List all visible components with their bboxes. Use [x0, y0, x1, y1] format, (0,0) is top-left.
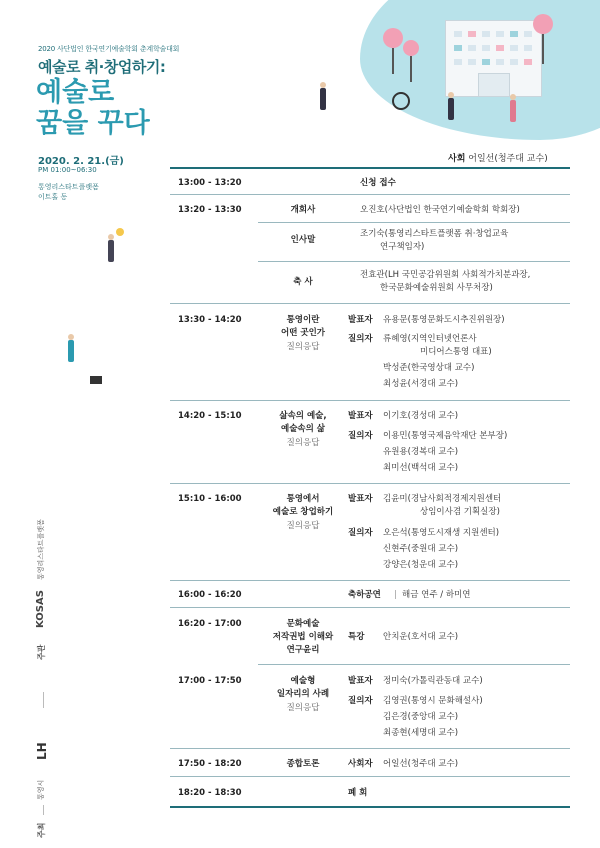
session-cell: 질의응답: [286, 521, 320, 531]
row-divider: [170, 303, 570, 304]
detail-cell: 한국문화예술위원회 사무처장): [380, 283, 493, 293]
time-cell: 13:00 - 13:20: [178, 178, 242, 188]
session-cell: 저작권법 이해와: [272, 632, 334, 642]
discussant: 박성준(한국영상대 교수): [383, 363, 475, 373]
moderator: 사회 어일선(청주대 교수): [448, 154, 548, 164]
side-divider: [43, 805, 44, 815]
discussant: 김은경(중앙대 교수): [383, 712, 459, 722]
kosas-logo: KOSAS: [35, 590, 46, 628]
presenter: 상임이사겸 기획실장): [420, 507, 500, 517]
discussant: 오은석(통영도시재생 지원센터): [383, 528, 500, 538]
host-1: 통영시: [37, 779, 45, 800]
role-label: 질의자: [348, 334, 373, 344]
light-icon: [116, 228, 124, 236]
discussant: 이용민(통영국제음악재단 본부장): [383, 431, 508, 441]
discussant: 최미선(백석대 교수): [383, 463, 459, 473]
session-cell: 축 사: [293, 277, 313, 287]
table-bottom-rule: [170, 806, 570, 808]
detail-cell: 해금 연주 / 하미연: [402, 590, 471, 600]
time-cell: 17:00 - 17:50: [178, 676, 242, 686]
row-divider: [170, 776, 570, 777]
presenter: 김윤미(경남사회적경제지원센터: [383, 494, 502, 504]
session-cell: 통영이란: [286, 315, 320, 325]
session-cell: 인사말: [290, 235, 316, 245]
time-cell: 16:20 - 17:00: [178, 619, 242, 629]
discussant: 최성윤(서경대 교수): [383, 379, 459, 389]
session-cell: 예술속의 삶: [280, 424, 325, 434]
row-divider: [170, 607, 570, 608]
detail-cell: 신청 접수: [360, 178, 396, 188]
session-cell: 질의응답: [286, 342, 320, 352]
row-divider: [258, 261, 570, 262]
tree-icon: [533, 14, 553, 64]
discussant: 신현주(중원대 교수): [383, 544, 459, 554]
event-date: 2020. 2. 21.(금): [38, 156, 124, 167]
session-cell: 어떤 곳인가: [280, 328, 325, 338]
presenter: 안치운(호서대 교수): [383, 632, 459, 642]
discussant: 유원용(경복대 교수): [383, 447, 459, 457]
conference-name: 2020 사단법인 한국연기예술학회 춘계학술대회: [38, 45, 180, 53]
detail-cell: 오진호(사단법인 한국연기예술학회 학회장): [360, 205, 520, 215]
presenter: 이기호(경성대 교수): [383, 411, 459, 421]
row-divider: [258, 664, 570, 665]
role-label: 축하공연: [348, 590, 381, 600]
role-label: 특강: [348, 632, 365, 642]
subtitle: 예술로 취·창업하기:: [38, 58, 166, 76]
row-divider: [170, 748, 570, 749]
lh-logo: LH: [35, 742, 49, 760]
session-cell: 개회사: [290, 205, 316, 215]
time-cell: 13:30 - 14:20: [178, 315, 242, 325]
session-cell: 삶속의 예술,: [279, 411, 327, 421]
detail-cell: 어일선(청주대 교수): [383, 759, 459, 769]
discussant: 최종현(세명대 교수): [383, 728, 459, 738]
session-cell: 연구윤리: [286, 645, 320, 655]
discussant: 김영권(통영시 문화해설사): [383, 696, 483, 706]
title-line-1: 예술로: [36, 77, 115, 108]
row-divider: [170, 400, 570, 401]
role-label: 발표자: [348, 411, 373, 421]
role-label: 발표자: [348, 676, 373, 686]
venue-line-2: 이트홀 동: [38, 193, 68, 201]
side-divider: [43, 692, 44, 708]
divider-bar: |: [394, 590, 397, 600]
time-cell: 16:00 - 16:20: [178, 590, 242, 600]
row-divider: [258, 222, 570, 223]
time-cell: 18:20 - 18:30: [178, 788, 242, 798]
director-chair-icon: [90, 376, 102, 384]
person-figure: [320, 88, 326, 110]
host-label: 주최: [37, 822, 46, 838]
camera-icon: [392, 92, 410, 110]
discussant: 강양은(청운대 교수): [383, 560, 459, 570]
time-cell: 15:10 - 16:00: [178, 494, 242, 504]
role-label: 사회자: [348, 759, 373, 769]
person-figure: [448, 98, 454, 120]
partner-logo: 통영리스타트플랫폼: [37, 519, 45, 580]
title-line-2: 꿈을 꾸다: [36, 108, 150, 139]
tree-icon: [383, 28, 403, 74]
role-label: 질의자: [348, 431, 373, 441]
presenter: 유용문(통영문화도시추진위원장): [383, 315, 505, 325]
tree-icon: [403, 40, 419, 82]
time-cell: 14:20 - 15:10: [178, 411, 242, 421]
discussant: 류혜영(지역인터넷언론사: [383, 334, 477, 344]
session-cell: 문화예술: [286, 619, 320, 629]
person-figure: [510, 100, 516, 122]
detail-cell: 연구책임자): [380, 242, 425, 252]
session-cell: 질의응답: [286, 438, 320, 448]
event-time: PM 01:00~06:30: [38, 166, 97, 174]
role-label: 질의자: [348, 528, 373, 538]
person-figure: [68, 340, 74, 362]
time-cell: 13:20 - 13:30: [178, 205, 242, 215]
role-label: 발표자: [348, 494, 373, 504]
session-cell: 종합토론: [286, 759, 320, 769]
venue-line-1: 통영리스타트플랫폼: [38, 183, 99, 191]
role-label: 질의자: [348, 696, 373, 706]
person-figure: [108, 240, 114, 262]
time-cell: 17:50 - 18:20: [178, 759, 242, 769]
row-divider: [170, 580, 570, 581]
row-divider: [170, 194, 570, 195]
presenter: 정미숙(가톨릭관동대 교수): [383, 676, 483, 686]
row-divider: [170, 483, 570, 484]
role-label: 발표자: [348, 315, 373, 325]
table-top-rule: [170, 167, 570, 169]
detail-cell: 폐 회: [348, 788, 368, 798]
discussant: 미디어스통영 대표): [420, 347, 492, 357]
detail-cell: 전효관(LH 국민공감위원회 사회적가치분과장,: [360, 270, 531, 280]
organizer-label: 주관: [37, 644, 46, 660]
session-cell: 예술로 창업하기: [272, 507, 334, 517]
detail-cell: 조기숙(통영리스타트플랫폼 취·창업교육: [360, 229, 509, 239]
session-cell: 예술형: [290, 676, 316, 686]
session-cell: 일자리의 사례: [276, 689, 330, 699]
session-cell: 질의응답: [286, 703, 320, 713]
building-illustration: [445, 20, 542, 97]
session-cell: 통영에서: [286, 494, 320, 504]
